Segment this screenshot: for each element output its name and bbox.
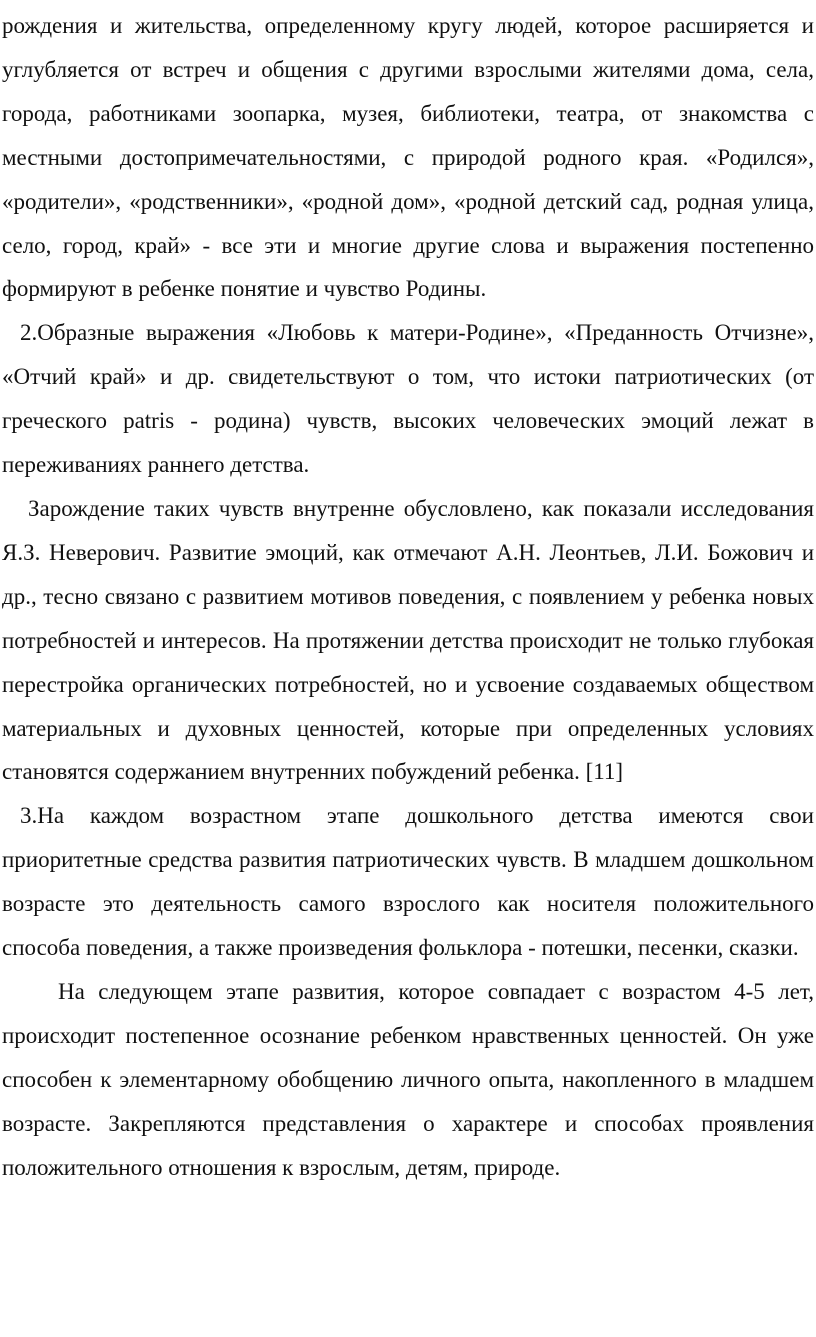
paragraph-emotions: Зарождение таких чувств внутренне обусловлено, как показали исследования Я.З. Неверович. Развитие эмоций, как отмечают А.Н. Леонтьев, Л.И. Божович и др., тесно связано с развитием мотивов поведения, с появлением у ребенка новых потребностей и интересов. На протяжении детства происходит не только глубокая перестройка органических потребностей, но и усвоение создаваемых обществом материальных и духовных ценностей, которые при определенных условиях становятся содержанием внутренних побуждений ребенка. [11] [2, 495, 814, 785]
paragraph-3: 3.На каждом возрастном этапе дошкольного детства имеются свои приоритетные средства развития патриотических чувств. В младшем дошкольном возрасте это деятельность самого взрослого как носителя положительного способа поведения, а также произведения фольклора - потешки, песенки, сказки. [2, 803, 814, 961]
paragraph-continuation: рождения и жительства, определенному кругу людей, которое расширяется и углубляется от встреч и общения с другими взрослыми жителями дома, села, города, работниками зоопарка, музея, библиотеки, театра, от знакомства с местными достопримечательностями, с природой родного края. «Родился», «родители», «родственники», «родной дом», «родной детский сад, родная улица, село, город, край» - все эти и многие другие слова и выражения постепенно формируют в ребенке понятие и чувство Родины. [2, 13, 814, 302]
paragraph-next-stage: На следующем этапе развития, которое совпадает с возрастом 4-5 лет, происходит постепенное осознание ребенком нравственных ценностей. Он уже способен к элементарному обобщению личного опыта, накопленного в младшем возрасте. Закрепляются представления о характере и способах проявления положительного отношения к взрослым, детям, природе. [2, 978, 814, 1180]
paragraph-2: 2.Образные выражения «Любовь к матери-Родине», «Преданность Отчизне», «Отчий край» и др. свидетельствуют о том, что истоки патриотических (от греческого patris - родина) чувств, высоких человеческих эмоций лежат в переживаниях раннего детства. [2, 320, 814, 478]
